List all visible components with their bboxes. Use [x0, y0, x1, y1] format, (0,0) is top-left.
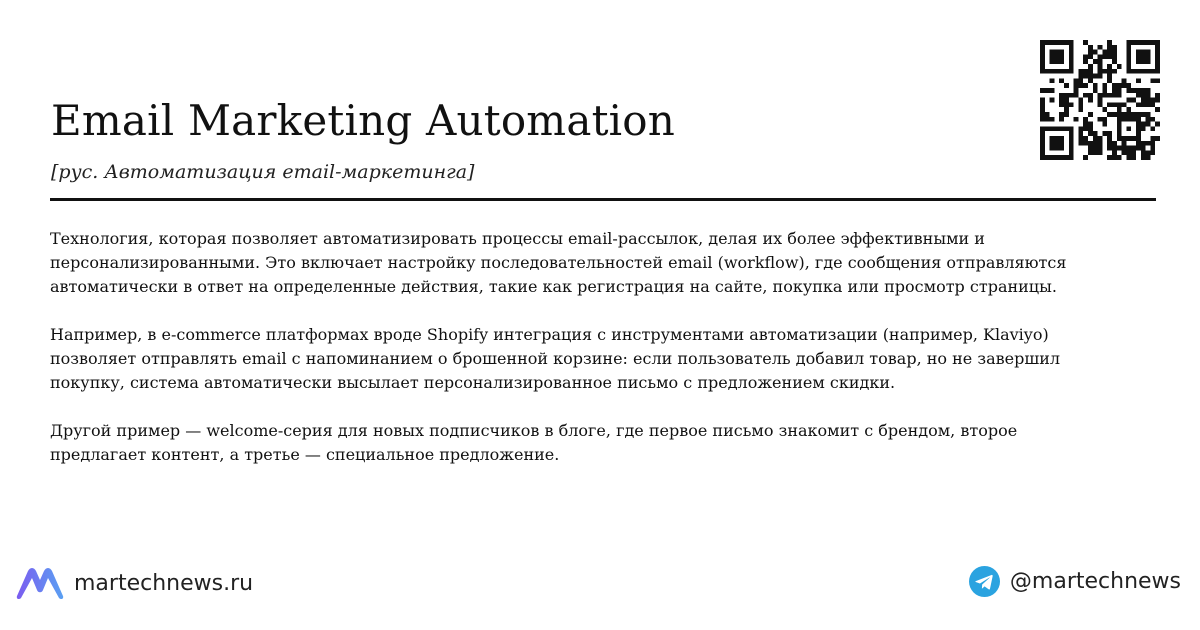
page-title: Email Marketing Automation: [51, 96, 676, 145]
page-subtitle: [рус. Автоматизация email-маркетинга]: [51, 161, 475, 183]
martechnews-logo-icon: [15, 566, 65, 600]
article-body: [50, 227, 1160, 491]
paragraph-definition: Технология, которая позволяет автоматизировать процессы email-рассылок, делая их более эффективными и персонализированными. Это включает настройку последовательностей email (workflow), где сообщения отправляются автоматически в ответ на определенные действия, такие как регистрация на сайте, покупка или просмотр страницы.: [50, 229, 1067, 296]
telegram-handle: @martechnews: [1009, 569, 1181, 594]
paragraph-example-welcome: Другой пример — welcome-серия для новых подписчиков в блоге, где первое письмо знакомит с брендом, второе предлагает контент, а третье — специальное предложение.: [50, 421, 1018, 464]
site-name: martechnews.ru: [74, 570, 254, 596]
qr-code-icon[interactable]: [1040, 40, 1160, 160]
footer-site[interactable]: [15, 566, 253, 600]
paragraph-example-ecommerce: Например, в e-commerce платформах вроде Shopify интеграция с инструментами автоматизации (например, Klaviyo) позволяет отправлять email с напоминанием о брошенной корзине: если пользователь добавил товар, но не завершил покупку, система автоматически высылает персонализированное письмо с предложением скидки.: [50, 325, 1061, 392]
footer-telegram[interactable]: [969, 566, 1181, 597]
telegram-icon: [969, 566, 1000, 597]
title-divider: [50, 198, 1156, 201]
